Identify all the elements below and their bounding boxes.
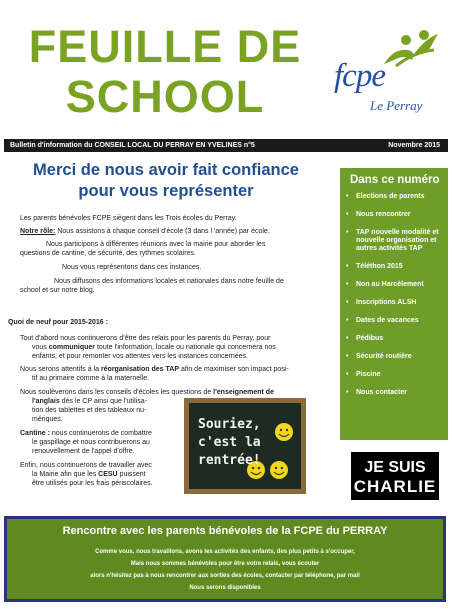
meeting-heading: Rencontre avec les parents bénévoles de la FCPE du PERRAY (62, 525, 388, 537)
toc-item-label: Dates de vacances (356, 317, 419, 324)
toc-item[interactable] (346, 353, 446, 361)
q1-line-a: Tout d'abord nous continuerons d'être des relais pour les parents du Perray, pour (20, 335, 271, 342)
q4-line-a (20, 429, 152, 438)
role-paragraph (20, 227, 270, 236)
logo-text: fcpe (334, 58, 385, 94)
q2-bold: réorganisation des TAP (100, 366, 179, 373)
smiley-icon (275, 423, 293, 441)
smiley-icon-3 (270, 461, 288, 479)
chalk-line-2: c'est la (198, 435, 261, 450)
q3b-post: dès le CP ainsi que l'utilisa- (59, 398, 147, 405)
bulletin-info: Bulletin d'information du CONSEIL LOCAL DU PERRAY EN YVELINES n°5 (10, 142, 255, 149)
toc-item[interactable] (346, 389, 446, 397)
q4-post: nous continuerons de combattre (49, 430, 152, 437)
logo-place: Le Perray (370, 98, 423, 113)
quoi-heading: Quoi de neuf pour 2015-2016 : (8, 319, 108, 326)
toc-item[interactable] (346, 211, 446, 219)
meeting-line-4: Nous serons disponibles (189, 585, 261, 591)
bullet-icon: • (346, 229, 349, 236)
meeting-line-1: Comme vous, nous travaillons, avons les activités des enfants, des plus petits à s'occuper, (95, 549, 355, 555)
newsletter-title (6, 22, 324, 122)
chalk-line-3: rentrée! (198, 453, 261, 468)
bullet-icon: • (346, 281, 349, 288)
toc-item-label: Téléthon 2015 (356, 263, 403, 270)
chalkboard-image (184, 398, 306, 494)
charlie-line-1: JE SUIS (364, 459, 426, 476)
meeting-line-3: alors n'hésitez pas à nous rencontrer aux sorties des écoles, contacter par téléphone, par mail (90, 573, 360, 579)
toc-item-label: Nous contacter (356, 389, 407, 396)
bullet-icon: • (346, 389, 349, 396)
toc-item-label: Pédibus (356, 335, 384, 342)
meeting-line-2: Mais nous sommes bénévoles pour être votre relais, vous écouter (130, 561, 320, 567)
q3-pre: Nous soulèverons dans les conseils d'écoles les questions de (20, 389, 214, 396)
charlie-line-2: CHARLIE (353, 477, 437, 496)
bullet-icon: • (346, 263, 349, 270)
role-text: Nous assistons à chaque conseil d'école (3 dans l 'année) par école. (55, 228, 270, 235)
toc-item-label: TAP nouvelle modalité et nouvelle organisation et autres activités TAP (356, 229, 439, 252)
p4-line-a: Nous diffusons des informations locales et nationales dans notre feuille de (54, 278, 284, 285)
toc-item-label: Nous rencontrer (356, 211, 411, 218)
q5-line-b (32, 470, 146, 479)
q1-line-c: enfants, et pour remonter vos attentes vers les instances concernées. (32, 353, 248, 360)
q2-pre: Nous serons attentifs à la (20, 366, 101, 373)
bullet-icon: • (346, 193, 349, 200)
issue-date: Novembre 2015 (388, 142, 440, 149)
toc-item[interactable] (346, 193, 446, 201)
toc-item[interactable] (346, 299, 446, 307)
bullet-icon: • (346, 211, 349, 218)
bullet-icon: • (346, 299, 349, 306)
toc-item[interactable] (346, 371, 446, 379)
q4-line-c: renouvellement de l'appel d'offre. (32, 448, 135, 455)
bullet-icon: • (346, 317, 349, 324)
toc-item[interactable] (346, 335, 446, 343)
q5-pre: la Mairie afin que les (32, 471, 99, 478)
toc-item-label: Non au Harcèlement (356, 281, 424, 288)
p4-line-b: school et sur notre blog. (20, 287, 95, 294)
toc-item[interactable] (346, 281, 446, 289)
toc-item[interactable] (346, 229, 446, 253)
toc-item-label: Inscriptions ALSH (356, 299, 417, 306)
meeting-box (4, 516, 446, 602)
q3-line-a (20, 388, 274, 397)
title-line-2: SCHOOL (65, 71, 265, 122)
toc-item[interactable] (346, 317, 446, 325)
toc-item-label: Piscine (356, 371, 381, 378)
toc-title: Dans ce numéro (350, 174, 440, 186)
q1-post: toute l'information, locale ou nationale qui concernera nos (95, 344, 276, 351)
q3-line-b (32, 397, 147, 406)
chalk-line-1: Souriez, (198, 417, 261, 432)
q2-post: afin de maximiser son impact posi- (179, 366, 289, 373)
q5-line-c: être utilisés pour les frais périscolaires. (32, 480, 153, 487)
q3-line-d: mériques. (32, 416, 63, 423)
q5-bold: CESU (98, 471, 118, 478)
q1-bold: communiquer (48, 344, 96, 351)
p3-text: Nous vous représentons dans ces instances. (62, 264, 202, 271)
q4-line-b: le gaspillage et nous contribuerons au (32, 439, 150, 446)
chalkboard-drawing (184, 398, 306, 494)
toc-item-label: Sécurité routière (356, 353, 412, 360)
q3b-bold: l'anglais (32, 398, 60, 405)
article-heading: Merci de nous avoir fait confiance pour vous représenter (33, 161, 299, 200)
p2-line-b: questions de cantine, de sécurité, des rythmes scolaires. (20, 250, 196, 257)
role-label: Notre rôle: (20, 228, 56, 235)
bullet-icon: • (346, 335, 349, 342)
fcpe-logo (334, 30, 444, 122)
bullet-icon: • (346, 371, 349, 378)
q5-post: puissent (117, 471, 146, 478)
title-line-1: FEUILLE DE (28, 21, 302, 72)
q4-bold: Cantine : (20, 430, 50, 437)
q3-line-c: tion des tablettes et des tableaux nu- (32, 407, 147, 414)
q1-line-b (32, 343, 276, 352)
toc-item-label: Elections de parents (356, 193, 425, 200)
intro-text: Les parents bénévoles FCPE siègent dans les Trois écoles du Perray. (20, 215, 237, 222)
bullet-icon: • (346, 353, 349, 360)
q3-bold: l'enseignement de (213, 389, 274, 396)
je-suis-charlie-banner (351, 452, 439, 500)
q5-line-a: Enfin, nous continuerons de travailler avec (20, 462, 152, 469)
q2-line-b: tif au primaire comme à la maternelle. (32, 375, 150, 382)
toc-item[interactable] (346, 263, 446, 271)
table-of-contents (340, 168, 448, 440)
q2-line-a (20, 365, 289, 374)
q1-pre: vous (32, 344, 49, 351)
info-bar (4, 139, 448, 152)
toc-list (346, 193, 446, 407)
p2-line-a: Nous participons à différentes réunions avec la mairie pour aborder les (46, 241, 266, 248)
